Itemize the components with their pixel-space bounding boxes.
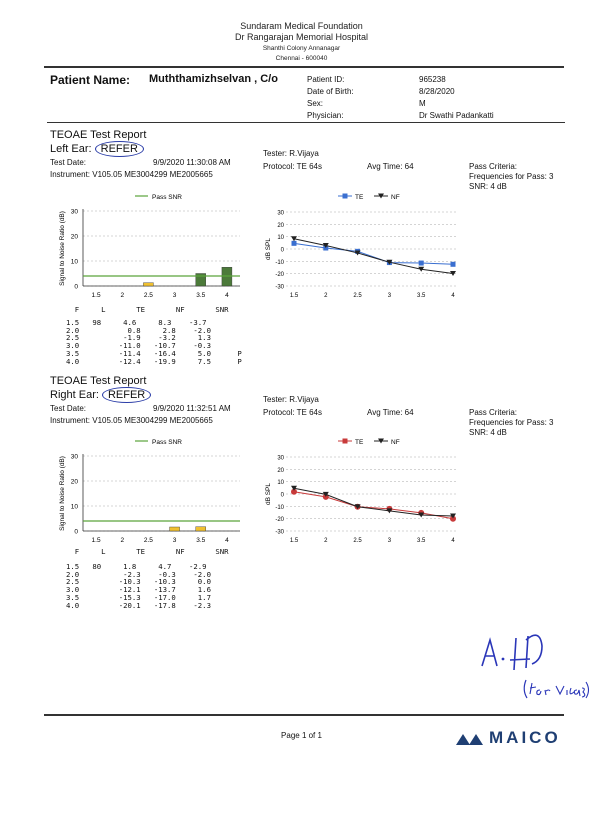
y-tick-label: 30 xyxy=(277,455,284,462)
left-ear-label xyxy=(50,143,144,155)
table-row: 1.5 98 4.6 8.3 -3.7 xyxy=(66,318,207,327)
y-tick-label: 10 xyxy=(277,235,284,242)
footer-rule xyxy=(44,714,564,716)
table-row: 3.5 -15.3 -17.0 1.7 xyxy=(66,592,211,602)
instrument: Instrument: V105.05 ME3004299 ME2005665 xyxy=(50,170,213,179)
avg-time: Avg Time: 64 xyxy=(367,162,414,171)
y-tick-label: 30 xyxy=(70,453,78,461)
x-tick-label: 3.5 xyxy=(417,538,426,544)
legend-label: Pass SNR xyxy=(152,439,182,446)
data-point-te xyxy=(419,261,424,266)
x-tick-label: 2.5 xyxy=(353,293,362,299)
report-title-left: TEOAE Test Report xyxy=(50,129,147,141)
x-tick-label: 4 xyxy=(225,292,229,299)
patient-name-label: Patient Name: xyxy=(50,73,131,87)
dob-value: 8/28/2020 xyxy=(419,87,455,96)
snr-bar xyxy=(196,527,206,531)
x-tick-label: 2 xyxy=(120,292,125,299)
y-tick-label: 20 xyxy=(277,222,284,229)
table-row: 2.0 -2.3 -0.3 -2.0 xyxy=(66,569,211,579)
y-tick-label: 10 xyxy=(70,503,78,511)
y-tick-label: -30 xyxy=(275,284,284,291)
y-tick-label: 20 xyxy=(70,233,78,241)
series-line-nf xyxy=(294,488,453,516)
y-tick-label: -20 xyxy=(275,517,284,524)
patient-id-label: Patient ID: xyxy=(307,75,345,84)
x-tick-label: 2 xyxy=(120,537,125,544)
y-tick-label: 20 xyxy=(70,478,78,486)
table-header: F L TE NF SNR xyxy=(66,305,229,314)
snr-bar-chart-right xyxy=(50,430,250,550)
x-tick-label: 3 xyxy=(387,293,392,299)
y-axis-label: Signal to Noise Ratio (dB) xyxy=(59,456,66,531)
handwritten-signature xyxy=(470,630,590,710)
table-row: 4.0 -20.1 -17.8 -2.3 xyxy=(66,600,211,610)
series-line-nf xyxy=(294,239,453,274)
results-table-right xyxy=(66,563,211,609)
table-row: 3.0 -12.1 -13.7 1.6 xyxy=(66,585,211,595)
right-ear-label xyxy=(50,389,151,401)
x-tick-label: 1.5 xyxy=(289,293,299,299)
snr-bar-chart-left xyxy=(50,185,250,305)
page-number: Page 1 of 1 xyxy=(281,731,322,740)
ear-label: Right Ear: xyxy=(50,389,102,401)
legend-label: TE xyxy=(355,439,364,446)
x-tick-label: 3 xyxy=(172,537,177,544)
pass-criteria: Pass Criteria: xyxy=(469,408,518,417)
physician-value: Dr Swathi Padankatti xyxy=(419,111,494,120)
header-rule xyxy=(44,66,564,68)
snr-bar xyxy=(143,283,153,286)
y-tick-label: 0 xyxy=(280,492,284,499)
y-axis-label: Signal to Noise Ratio (dB) xyxy=(59,211,66,286)
dbspl-line-chart-left xyxy=(258,185,463,305)
table-header: F L TE NF SNR xyxy=(66,547,229,556)
maico-logo xyxy=(456,728,561,748)
table-row: 3.5 -11.4 -16.4 5.0 P xyxy=(66,348,242,358)
x-tick-label: 4 xyxy=(451,538,455,544)
y-tick-label: 0 xyxy=(280,247,284,254)
results-table-left xyxy=(66,319,242,365)
test-date-label: Test Date: xyxy=(50,158,87,167)
maico-wordmark: MAICO xyxy=(489,728,561,747)
legend-marker xyxy=(343,194,348,199)
table-row: 2.5 -1.9 -3.2 1.3 xyxy=(66,333,211,343)
test-date: 9/9/2020 11:30:08 AM xyxy=(153,158,231,167)
x-tick-label: 2 xyxy=(324,293,328,299)
x-tick-label: 2.5 xyxy=(143,537,153,544)
protocol: Protocol: TE 64s xyxy=(263,162,322,171)
tester: Tester: R.Vijaya xyxy=(263,149,319,158)
table-row: 4.0 -12.4 -19.9 7.5 P xyxy=(66,356,242,366)
x-tick-label: 3 xyxy=(387,538,392,544)
y-tick-label: 30 xyxy=(277,210,284,217)
series-line-te xyxy=(294,243,453,264)
sex-label: Sex: xyxy=(307,99,324,108)
x-tick-label: 4 xyxy=(451,293,455,299)
data-point-te xyxy=(292,241,297,246)
legend-label: NF xyxy=(391,439,400,446)
hospital-name: Dr Rangarajan Memorial Hospital xyxy=(234,32,369,42)
y-tick-label: 20 xyxy=(277,467,284,474)
y-tick-label: -10 xyxy=(275,504,284,511)
table-row: 1.5 80 1.8 4.7 -2.9 xyxy=(66,562,207,571)
org-name: Sundaram Medical Foundation xyxy=(240,21,363,31)
snr-bar xyxy=(222,267,232,286)
ear-label: Left Ear: xyxy=(50,143,95,155)
y-axis-label: dB SPL xyxy=(265,482,272,506)
freq-for-pass: Frequencies for Pass: 3 xyxy=(469,172,554,181)
y-axis-label: dB SPL xyxy=(265,237,272,261)
address-line-2: Chennai - 600040 xyxy=(275,55,328,62)
patient-id: 965238 xyxy=(419,75,446,84)
x-tick-label: 3 xyxy=(172,292,177,299)
x-tick-label: 2 xyxy=(324,538,328,544)
snr-bar xyxy=(170,527,180,531)
legend-label: NF xyxy=(391,194,400,201)
instrument: Instrument: V105.05 ME3004299 ME2005665 xyxy=(50,416,213,425)
patient-rule xyxy=(47,122,565,123)
x-tick-label: 3.5 xyxy=(417,293,426,299)
y-tick-label: -30 xyxy=(275,529,284,536)
pass-criteria: Pass Criteria: xyxy=(469,162,518,171)
x-tick-label: 1.5 xyxy=(91,292,101,299)
dbspl-line-chart-right xyxy=(258,430,463,550)
test-date-label: Test Date: xyxy=(50,404,87,413)
data-point-te xyxy=(451,262,456,267)
report-title-right: TEOAE Test Report xyxy=(50,375,147,387)
snr-criterion: SNR: 4 dB xyxy=(469,428,507,437)
snr-criterion: SNR: 4 dB xyxy=(469,182,507,191)
snr-bar xyxy=(196,274,206,287)
physician-label: Physician: xyxy=(307,111,344,120)
x-tick-label: 4 xyxy=(225,537,229,544)
protocol: Protocol: TE 64s xyxy=(263,408,322,417)
tester: Tester: R.Vijaya xyxy=(263,395,319,404)
legend-label: Pass SNR xyxy=(152,194,182,201)
y-tick-label: 10 xyxy=(277,480,284,487)
maico-wave-icon xyxy=(456,731,486,745)
y-tick-label: 30 xyxy=(70,208,78,216)
patient-name: Muththamizhselvan , C/o xyxy=(149,73,278,85)
y-tick-label: 0 xyxy=(74,283,78,291)
x-tick-label: 3.5 xyxy=(196,537,206,544)
y-tick-label: 10 xyxy=(70,258,78,266)
x-tick-label: 3.5 xyxy=(196,292,206,299)
avg-time: Avg Time: 64 xyxy=(367,408,414,417)
legend-marker xyxy=(343,439,348,444)
x-tick-label: 2.5 xyxy=(353,538,362,544)
result-badge: REFER xyxy=(95,141,144,157)
y-tick-label: -10 xyxy=(275,259,284,266)
y-tick-label: 0 xyxy=(74,528,78,536)
freq-for-pass: Frequencies for Pass: 3 xyxy=(469,418,554,427)
table-row: 3.0 -11.0 -10.7 -0.3 xyxy=(66,341,211,351)
test-date: 9/9/2020 11:32:51 AM xyxy=(153,404,231,413)
result-badge: REFER xyxy=(102,387,151,403)
address-line-1: Shanthi Colony Annanagar xyxy=(262,45,341,52)
table-row: 2.0 0.8 2.8 -2.0 xyxy=(66,325,211,335)
table-row: 2.5 -10.3 -10.3 0.0 xyxy=(66,577,211,587)
legend-label: TE xyxy=(355,194,364,201)
sex-value: M xyxy=(419,99,426,108)
x-tick-label: 2.5 xyxy=(143,292,153,299)
x-tick-label: 1.5 xyxy=(91,537,101,544)
dob-label: Date of Birth: xyxy=(307,87,354,96)
x-tick-label: 1.5 xyxy=(289,538,299,544)
y-tick-label: -20 xyxy=(275,272,284,279)
